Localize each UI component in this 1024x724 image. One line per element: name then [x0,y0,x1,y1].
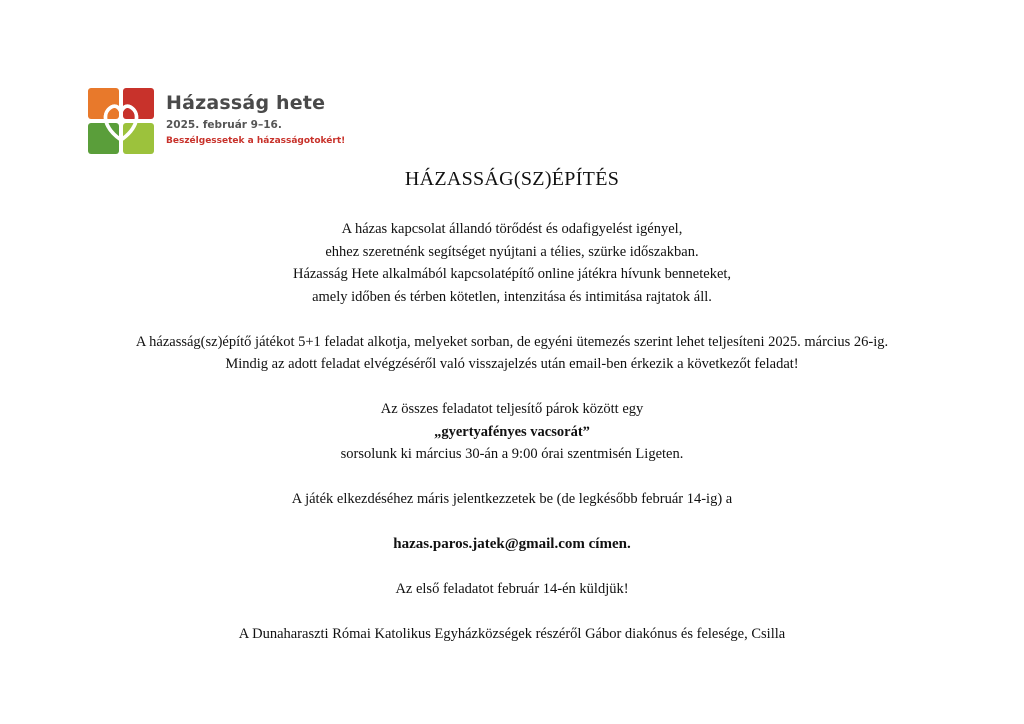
signature-paragraph [0,623,1024,646]
first-task-text: Az első feladatot február 14-én küldjük! [395,581,629,597]
logo-date: 2025. február 9–16. [166,119,282,131]
prize-line: sorsolunk ki március 30-án a 9:00 órai szentmisén Ligeten. [340,446,684,462]
document-body [0,218,1024,668]
logo-text [166,88,345,147]
signature-text: A Dunaharaszti Római Katolikus Egyházközségek részéről Gábor diakónus és felesége, Csilla [238,626,786,642]
logo-title: Házasság hete [166,92,326,114]
logo [88,88,345,154]
email-paragraph [0,533,1024,556]
prize-line: Az összes feladatot teljesítő párok között egy [380,401,644,417]
email-address: hazas.paros.jatek@gmail.com címen. [393,536,631,552]
signup-text: A játék elkezdéséhez máris jelentkezzetek be (de legkésőbb február 14-ig) a [291,491,733,507]
page-title: HÁZASSÁG(SZ)ÉPÍTÉS [404,168,620,190]
intro-line: A házas kapcsolat állandó törődést és odafigyelést igényel, [341,221,683,237]
intro-paragraph [0,218,1024,308]
prize-paragraph [0,398,1024,466]
intro-line: Házasság Hete alkalmából kapcsolatépítő online játékra hívunk benneteket, [292,266,732,282]
heart-logo-icon [88,88,154,154]
signup-paragraph [0,488,1024,511]
intro-line: ehhez szeretnénk segítséget nyújtani a télies, szürke időszakban. [325,243,699,260]
logo-tagline: Beszélgessetek a házasságotokért! [166,136,346,146]
prize-highlight: „gyertyafényes vacsorát” [434,423,590,440]
rules-line: Mindig az adott feladat elvégzéséről való visszajelzés után email-ben érkezik a következőt feladat! [225,356,799,372]
rules-paragraph [0,331,1024,376]
rules-line: A házasság(sz)építő játékot 5+1 feladat alkotja, melyeket sorban, de egyéni ütemezés szerint lehet teljesíteni 2025. március 26-ig. [135,333,889,350]
intro-line: amely időben és térben kötetlen, intenzitása és intimitása rajtatok áll. [312,288,712,305]
first-task-paragraph [0,578,1024,601]
